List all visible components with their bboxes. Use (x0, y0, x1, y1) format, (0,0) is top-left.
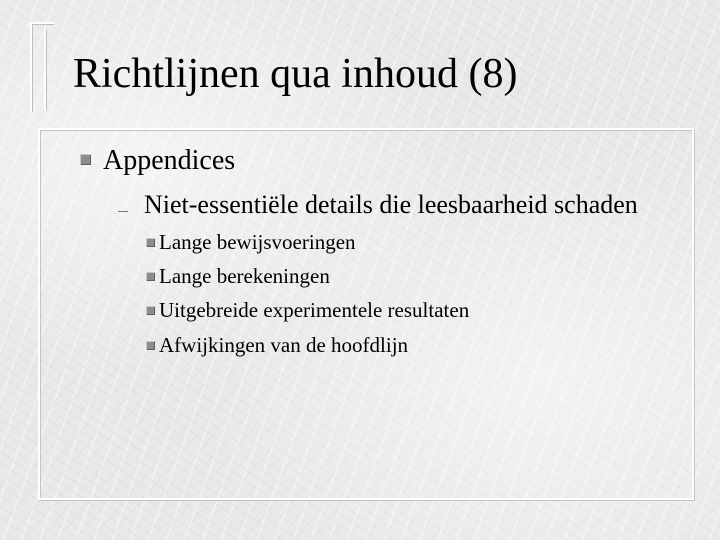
bullet-level3-item (146, 229, 356, 255)
square-bullet-icon (146, 272, 155, 281)
dash-bullet-icon (118, 211, 128, 212)
title-frame-inner-decoration (44, 30, 58, 110)
bullet-level1 (80, 143, 235, 179)
bullet-level3-text: Lange berekeningen (159, 264, 330, 288)
bullet-level3-text: Uitgebreide experimentele resultaten (159, 298, 470, 322)
bullet-level3-text: Lange bewijsvoeringen (159, 230, 356, 254)
bullet-level3-item (146, 297, 469, 323)
bullet-level3-text: Afwijkingen van de hoofdlijn (159, 333, 409, 357)
bullet-level2-text: Niet-essentiële details die leesbaarheid schaden (144, 190, 638, 219)
square-bullet-icon (80, 154, 91, 165)
square-bullet-icon (146, 341, 155, 350)
bullet-level3-item (146, 263, 330, 289)
bullet-level3-item (146, 332, 408, 358)
slide-title: Richtlijnen qua inhoud (8) (73, 51, 518, 97)
square-bullet-icon (146, 238, 155, 247)
bullet-level1-text: Appendices (103, 145, 236, 176)
square-bullet-icon (146, 306, 155, 315)
bullet-level2 (118, 188, 638, 222)
